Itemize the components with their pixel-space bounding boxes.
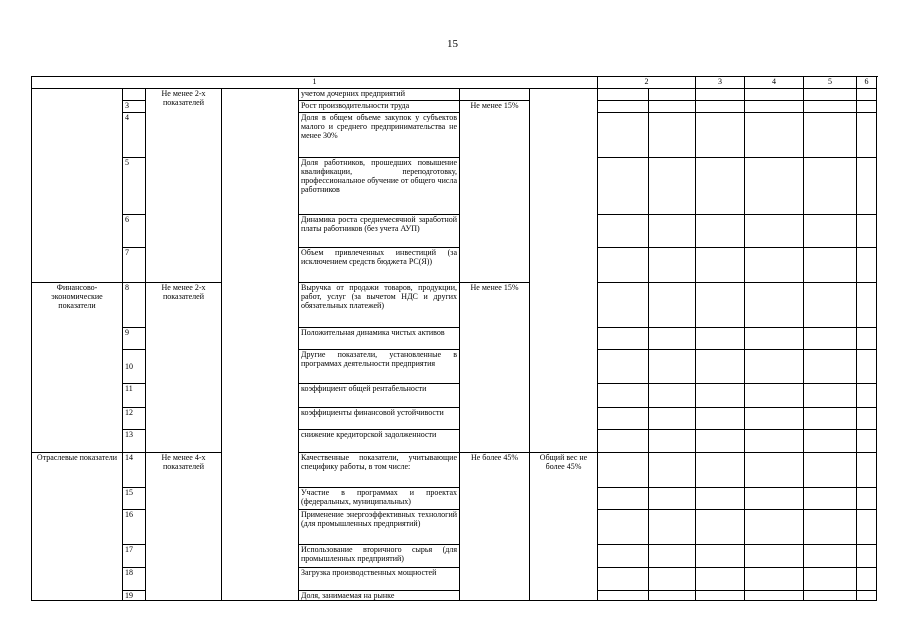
value-cell [696, 430, 745, 453]
weight-cell [460, 89, 530, 101]
value-cell [745, 430, 804, 453]
value-cell [649, 350, 696, 384]
table-header-row [32, 77, 877, 89]
value-cell [696, 248, 745, 283]
indicator-text-cell: снижение кредиторской задолженности [299, 430, 460, 453]
value-cell [857, 113, 877, 158]
value-cell [745, 384, 804, 408]
value-cell [745, 350, 804, 384]
row-number-cell: 3 [123, 101, 146, 113]
value-cell [649, 283, 696, 328]
value-cell [745, 248, 804, 283]
row-number-cell: 17 [123, 545, 146, 568]
row-number-cell: 15 [123, 488, 146, 510]
total-weight-cell: Общий вес не более 45% [530, 453, 598, 601]
value-cell [696, 283, 745, 328]
value-cell [745, 568, 804, 591]
value-cell [857, 215, 877, 248]
indicator-text-cell: Доля в общем объеме закупок у субъектов малого и среднего предпринимательства не менее 30% [299, 113, 460, 158]
indicator-text-cell: Выручка от продажи товаров, продукции, работ, услуг (за вычетом НДС и других обязательных платежей) [299, 283, 460, 328]
requirement-cell: Не менее 2-х показателей [146, 89, 222, 283]
page-number: 15 [447, 38, 458, 50]
value-cell [804, 408, 857, 430]
value-cell [745, 113, 804, 158]
row-number-cell: 7 [123, 248, 146, 283]
value-cell [598, 215, 649, 248]
value-cell [598, 89, 649, 101]
indicator-text-cell: Доля работников, прошедших повышение квалификации, переподготовку, профессиональное обучение от общего числа работников [299, 158, 460, 215]
value-cell [696, 591, 745, 601]
indicator-text-cell: коэффициент общей рентабельности [299, 384, 460, 408]
value-cell [745, 408, 804, 430]
value-cell [649, 591, 696, 601]
value-cell [696, 545, 745, 568]
value-cell [598, 430, 649, 453]
value-cell [696, 158, 745, 215]
value-cell [857, 248, 877, 283]
value-cell [804, 328, 857, 350]
weight-cell: Не менее 15% [460, 101, 530, 283]
requirement-cell: Не менее 2-х показателей [146, 283, 222, 453]
row-number-cell: 18 [123, 568, 146, 591]
value-cell [649, 384, 696, 408]
group-name-cell [32, 89, 123, 283]
value-cell [857, 488, 877, 510]
row-number-cell: 5 [123, 158, 146, 215]
value-cell [857, 568, 877, 591]
requirement-cell: Не менее 4-х показателей [146, 453, 222, 601]
value-cell [745, 453, 804, 488]
row-number-cell: 4 [123, 113, 146, 158]
row-number-cell: 19 [123, 591, 146, 601]
indicator-text-cell: Другие показатели, установленные в программах деятельности предприятия [299, 350, 460, 384]
value-cell [857, 283, 877, 328]
value-cell [804, 113, 857, 158]
value-cell [598, 113, 649, 158]
header-cell-4: 4 [745, 77, 804, 89]
indicator-text-cell: Динамика роста среднемесячной заработной платы работников (без учета АУП) [299, 215, 460, 248]
value-cell [857, 384, 877, 408]
indicator-text-cell: Участие в программах и проектах (федеральных, муниципальных) [299, 488, 460, 510]
value-cell [804, 510, 857, 545]
value-cell [804, 568, 857, 591]
value-cell [696, 113, 745, 158]
value-cell [696, 101, 745, 113]
value-cell [696, 510, 745, 545]
indicator-text-cell: Использование вторичного сырья (для промышленных предприятий) [299, 545, 460, 568]
value-cell [696, 89, 745, 101]
value-cell [649, 215, 696, 248]
row-number-cell: 10 [123, 350, 146, 384]
indicators-table [31, 76, 877, 601]
row-number-cell: 13 [123, 430, 146, 453]
value-cell [649, 89, 696, 101]
value-cell [649, 408, 696, 430]
indicator-text-cell: Применение энергоэффективных технологий (для промышленных предприятий) [299, 510, 460, 545]
value-cell [804, 384, 857, 408]
value-cell [804, 248, 857, 283]
indicator-text-cell: Доля, занимаемая на рынке [299, 591, 460, 601]
value-cell [696, 350, 745, 384]
value-cell [649, 430, 696, 453]
weight-cell: Не менее 15% [460, 283, 530, 453]
value-cell [598, 408, 649, 430]
number-cell [123, 89, 146, 101]
row-number-cell: 11 [123, 384, 146, 408]
value-cell [745, 283, 804, 328]
row-number-cell: 9 [123, 328, 146, 350]
value-cell [804, 215, 857, 248]
group-name-cell: Отраслевые показатели [32, 453, 123, 601]
value-cell [745, 488, 804, 510]
value-cell [696, 408, 745, 430]
value-cell [598, 350, 649, 384]
value-cell [804, 101, 857, 113]
indicator-text-cell: Качественные показатели, учитывающие специфику работы, в том числе: [299, 453, 460, 488]
value-cell [857, 510, 877, 545]
blank-column-cell [530, 89, 598, 453]
table-row [32, 283, 877, 328]
weight-cell: Не более 45% [460, 453, 530, 601]
value-cell [804, 158, 857, 215]
value-cell [804, 89, 857, 101]
value-cell [598, 510, 649, 545]
value-cell [857, 408, 877, 430]
value-cell [649, 453, 696, 488]
value-cell [649, 158, 696, 215]
value-cell [745, 158, 804, 215]
indicator-text-cell: коэффициенты финансовой устойчивости [299, 408, 460, 430]
value-cell [649, 248, 696, 283]
value-cell [598, 488, 649, 510]
header-cell-5: 5 [804, 77, 857, 89]
table-row [32, 453, 877, 488]
value-cell [598, 248, 649, 283]
value-cell [649, 510, 696, 545]
header-cell-3: 3 [696, 77, 745, 89]
value-cell [598, 158, 649, 215]
value-cell [857, 545, 877, 568]
value-cell [598, 545, 649, 568]
indicator-text-cell: Объем привлеченных инвестиций (за исключением средств бюджета РС(Я)) [299, 248, 460, 283]
value-cell [598, 591, 649, 601]
table-body [32, 77, 877, 601]
value-cell [696, 328, 745, 350]
row-number-cell: 16 [123, 510, 146, 545]
value-cell [649, 101, 696, 113]
value-cell [696, 453, 745, 488]
header-cell-6: 6 [857, 77, 877, 89]
group-name-cell: Финансово-экономические показатели [32, 283, 123, 453]
value-cell [857, 89, 877, 101]
indicator-text-cell: Рост производительности труда [299, 101, 460, 113]
value-cell [745, 101, 804, 113]
value-cell [857, 453, 877, 488]
value-cell [745, 591, 804, 601]
row-number-cell: 12 [123, 408, 146, 430]
value-cell [745, 89, 804, 101]
value-cell [857, 350, 877, 384]
value-cell [804, 488, 857, 510]
value-cell [649, 113, 696, 158]
value-cell [598, 283, 649, 328]
value-cell [804, 591, 857, 601]
value-cell [696, 384, 745, 408]
value-cell [598, 453, 649, 488]
value-cell [649, 488, 696, 510]
value-cell [745, 328, 804, 350]
blank-column-cell [222, 89, 299, 601]
continuation-text-cell: учетом дочерних предприятий [299, 89, 460, 101]
value-cell [649, 545, 696, 568]
value-cell [598, 384, 649, 408]
value-cell [857, 591, 877, 601]
value-cell [745, 545, 804, 568]
value-cell [804, 453, 857, 488]
value-cell [696, 488, 745, 510]
value-cell [857, 328, 877, 350]
value-cell [598, 568, 649, 591]
value-cell [804, 283, 857, 328]
value-cell [696, 568, 745, 591]
value-cell [804, 350, 857, 384]
value-cell [804, 430, 857, 453]
indicator-text-cell: Положительная динамика чистых активов [299, 328, 460, 350]
value-cell [598, 328, 649, 350]
value-cell [598, 101, 649, 113]
indicator-text-cell: Загрузка производственных мощностей [299, 568, 460, 591]
value-cell [649, 568, 696, 591]
row-number-cell: 6 [123, 215, 146, 248]
value-cell [857, 158, 877, 215]
value-cell [696, 215, 745, 248]
value-cell [857, 101, 877, 113]
row-number-cell: 14 [123, 453, 146, 488]
value-cell [745, 215, 804, 248]
value-cell [745, 510, 804, 545]
continuation-row [32, 89, 877, 101]
header-cell-2: 2 [598, 77, 696, 89]
value-cell [857, 430, 877, 453]
value-cell [649, 328, 696, 350]
value-cell [804, 545, 857, 568]
row-number-cell: 8 [123, 283, 146, 328]
header-cell-1: 1 [32, 77, 598, 89]
